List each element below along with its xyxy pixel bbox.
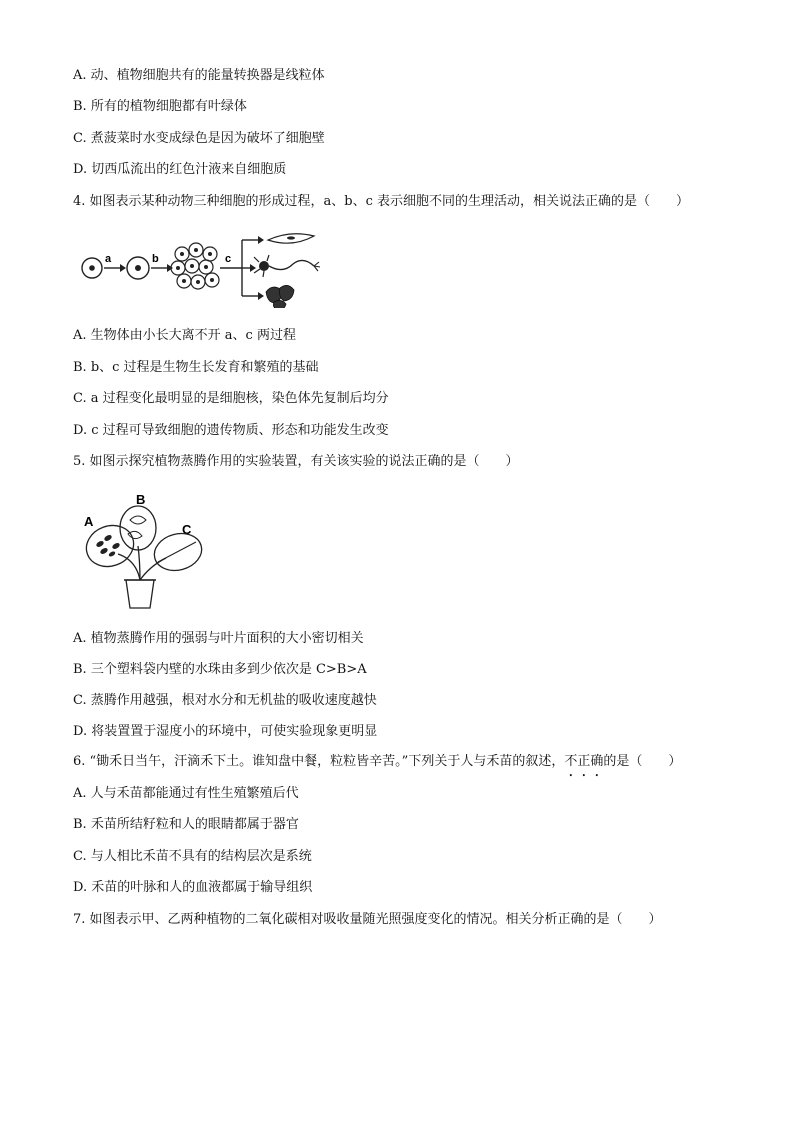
label-C: C — [182, 522, 192, 537]
q5-option-c: C. 蒸腾作用越强，根对水分和无机盐的吸收速度越快 — [73, 693, 377, 708]
q6-option-d: D. 禾苗的叶脉和人的血液都属于输导组织 — [73, 880, 313, 895]
q3-option-a: A. 动、植物细胞共有的能量转换器是线粒体 — [73, 68, 325, 83]
q5-transpiration-diagram — [78, 488, 213, 613]
label-a: a — [105, 253, 112, 265]
q6-stem-text: 6. “锄禾日当午，汗滴禾下土。谁知盘中餐，粒粒皆辛苦。”下列关于人与禾苗的叙述， — [73, 754, 565, 769]
label-B: B — [136, 492, 146, 507]
q5-option-a: A. 植物蒸腾作用的强弱与叶片面积的大小密切相关 — [73, 631, 364, 646]
q5-stem: 5. 如图示探究植物蒸腾作用的实验装置，有关该实验的说法正确的是（ ） — [73, 454, 519, 469]
label-c: c — [225, 253, 232, 265]
q4-cell-diagram — [78, 222, 328, 308]
q5-option-d: D. 将装置置于湿度小的环境中，可使实验现象更明显 — [73, 724, 378, 739]
q6-emph-3: 确 — [590, 754, 604, 769]
q4-option-a: A. 生物体由小长大离不开 a、c 两过程 — [73, 328, 296, 343]
q3-option-b: B. 所有的植物细胞都有叶绿体 — [73, 99, 247, 114]
q4-option-d: D. c 过程可导致细胞的遗传物质、形态和功能发生改变 — [73, 423, 389, 438]
q7-stem: 7. 如图表示甲、乙两种植物的二氧化碳相对吸收量随光照强度变化的情况。相关分析正确的是（ ） — [73, 912, 662, 927]
q6-option-a: A. 人与禾苗都能通过有性生殖繁殖后代 — [73, 786, 299, 801]
q4-option-b: B. b、c 过程是生物生长发育和繁殖的基础 — [73, 360, 319, 375]
q6-option-b: B. 禾苗所结籽粒和人的眼睛都属于器官 — [73, 817, 299, 832]
q6-option-c: C. 与人相比禾苗不具有的结构层次是系统 — [73, 849, 312, 864]
label-b: b — [152, 253, 159, 265]
q4-stem: 4. 如图表示某种动物三种细胞的形成过程，a、b、c 表示细胞不同的生理活动，相关说法正确的是（ ） — [73, 194, 690, 209]
q4-option-c: C. a 过程变化最明显的是细胞核，染色体先复制后均分 — [73, 391, 389, 406]
q6-stem-tail: 的是（ ） — [603, 754, 682, 769]
q3-option-c: C. 煮菠菜时水变成绿色是因为破坏了细胞壁 — [73, 131, 325, 146]
q6-emph-1: 不 — [564, 754, 578, 769]
label-A: A — [84, 514, 94, 529]
q3-option-d: D. 切西瓜流出的红色汁液来自细胞质 — [73, 162, 287, 177]
q6-emph-2: 正 — [577, 754, 591, 769]
q6-stem — [73, 753, 681, 771]
q5-option-b: B. 三个塑料袋内壁的水珠由多到少依次是 C>B>A — [73, 662, 367, 677]
